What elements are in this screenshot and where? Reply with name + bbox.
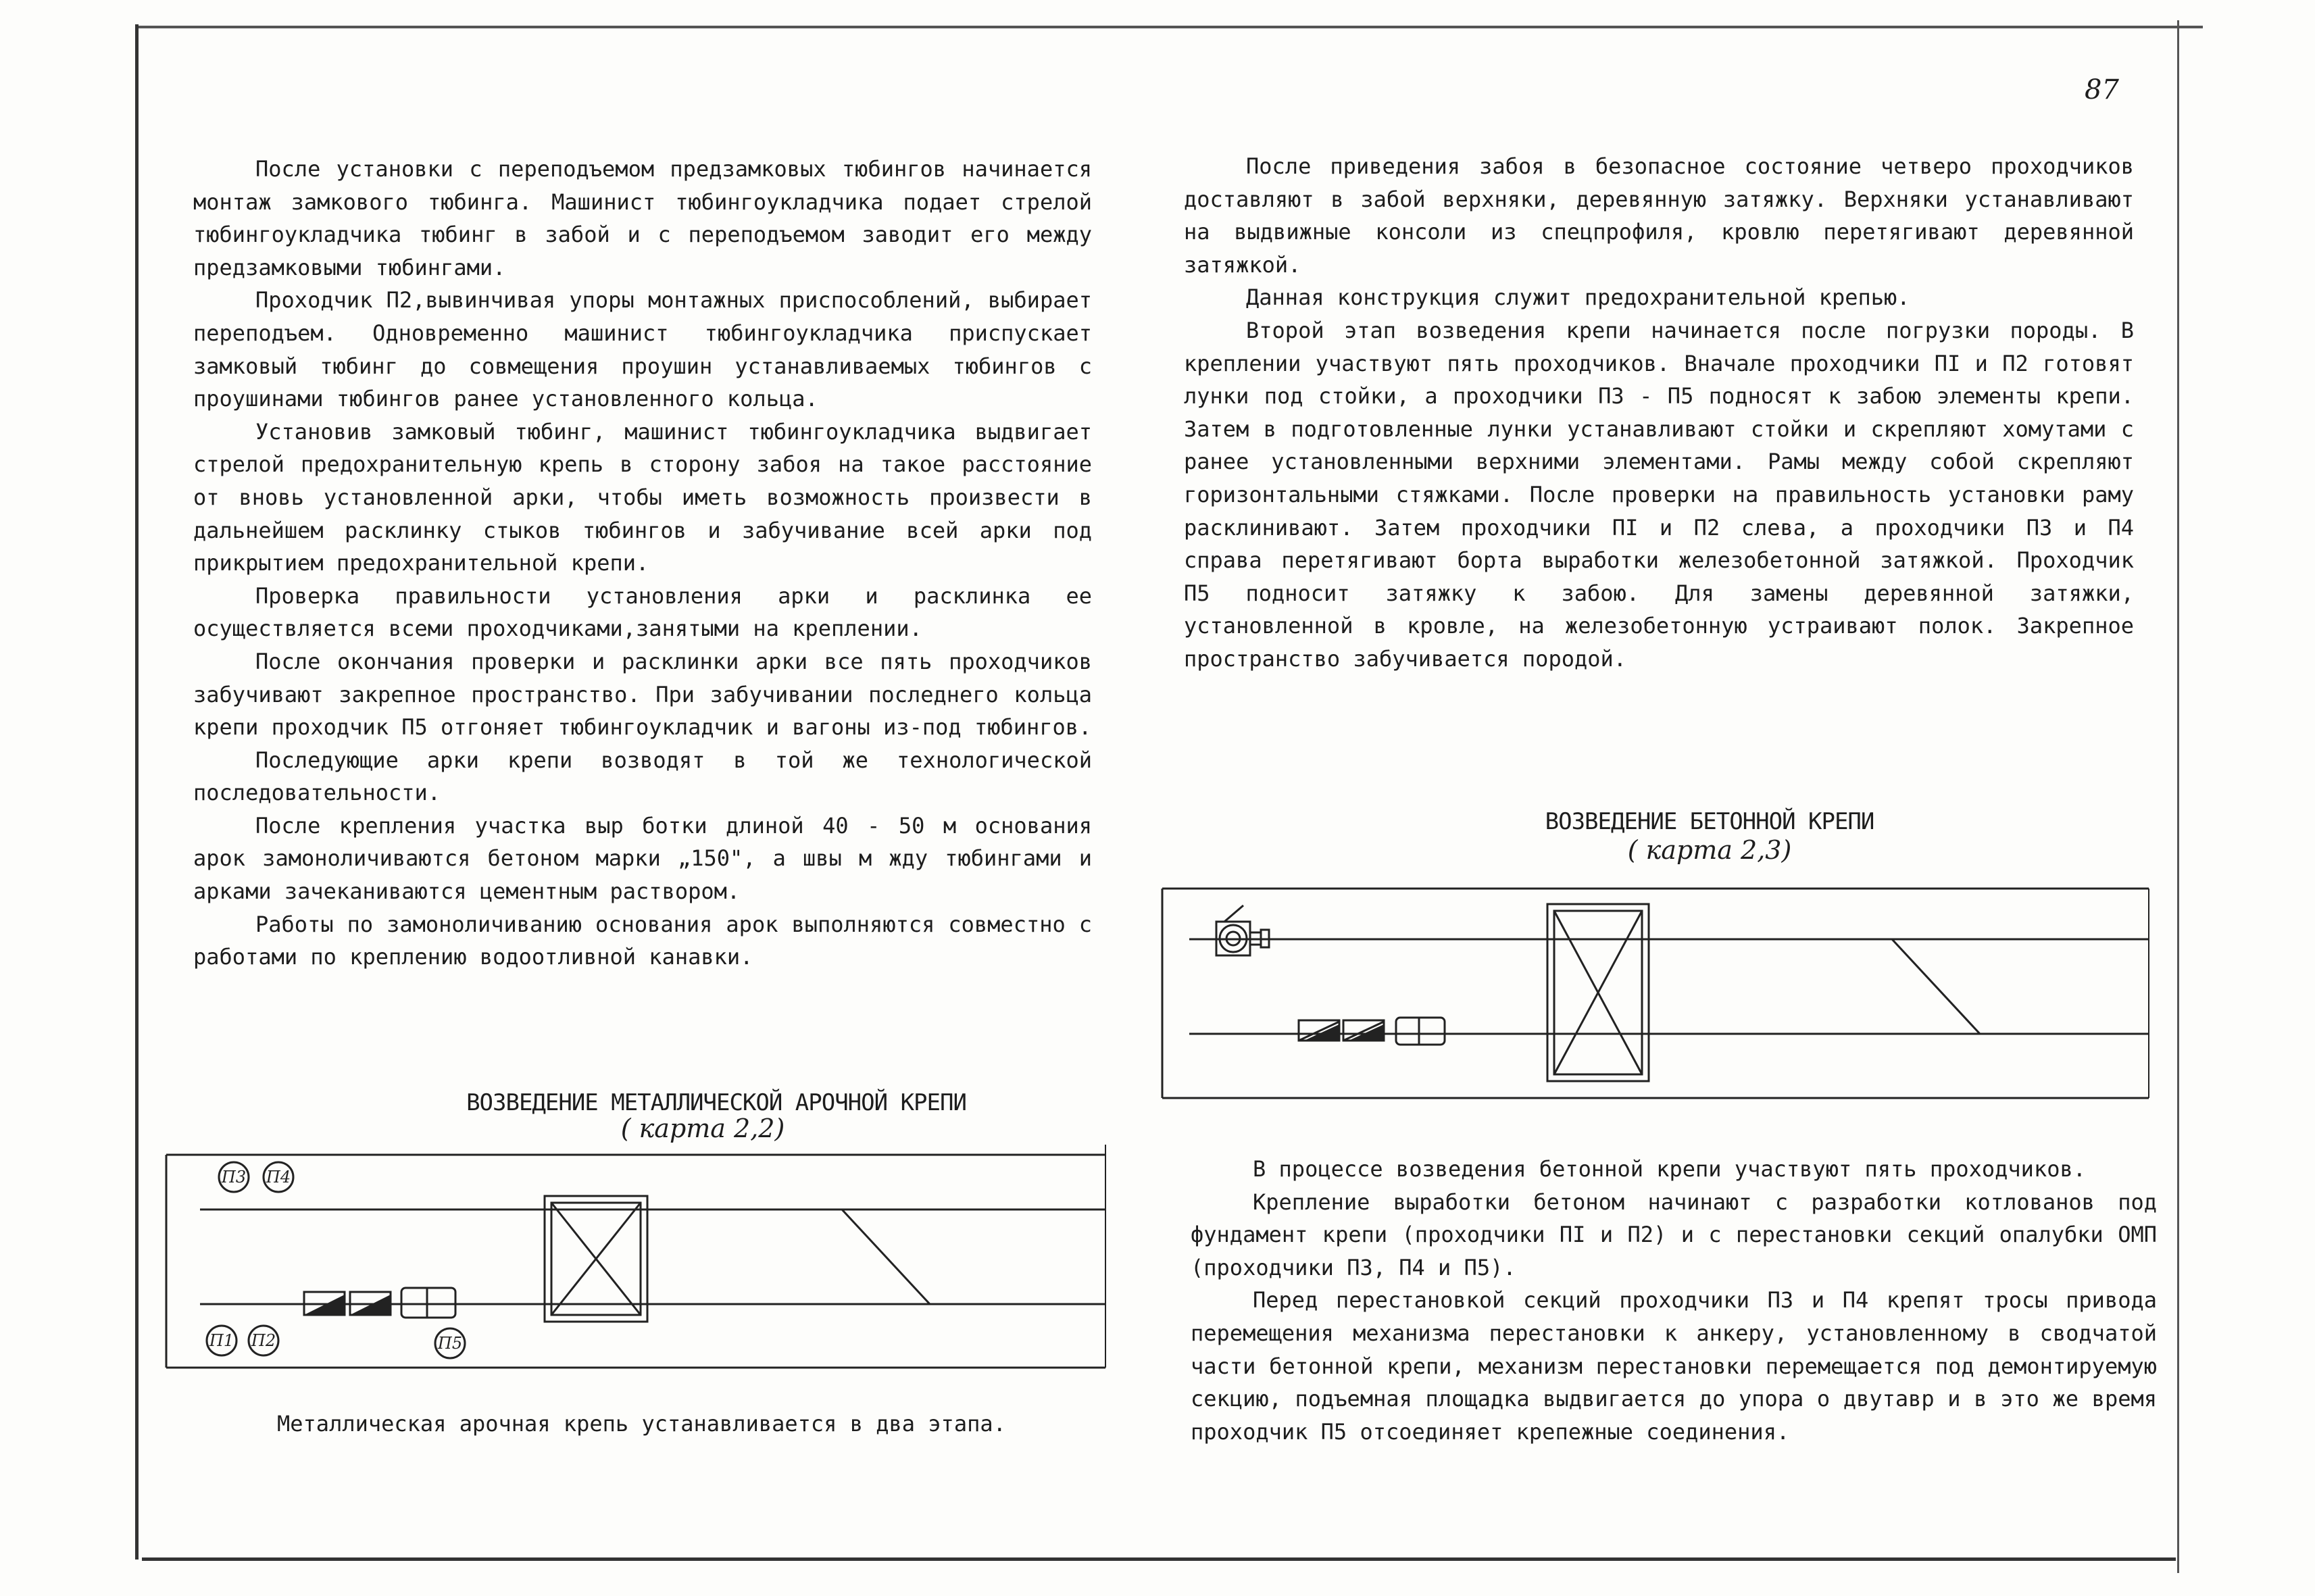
- paragraph: Второй этап возведения крепи начинается после погрузки породы. В креплении участвуют пять проходчиков. Вначале проходчики ПI и П2 готовят лунки под стойки, а проходчики П3 - П5 подносят к забою элементы крепи. Затем в подготовленные лунки устанавливают стойки и скрепляют хомутами с ранее установленными верхними элементами. Рамы между собой скрепляют горизонтальными стяжками. После проверки на правильность установки раму расклинивают. Затем проходчики ПI и П2 слева, а проходчики П3 и П4 справа перетягивают борта выработки железобетонной затяжкой. Проходчик П5 подносит затяжку к забою. Для замены деревянной затяжки, установленной в кровле, на железобетонную устраивают полок. Закрепное пространство забучивается породой.: [1184, 317, 2134, 672]
- diagram-concrete-subtitle: ( карта 2,3): [1627, 835, 1792, 865]
- paragraph: После крепления участка выр ботки длиной 40 - 50 м основания арок замоноличиваются бетоном марки „150", а швы м жду тюбингами и арками зачеканиваются цементным раствором.: [193, 812, 1092, 905]
- formwork-section-box: [1547, 904, 1649, 1081]
- paragraph: Проверка правильности установления арки и расклинка ее осуществляется всеми проходчиками,занятыми на креплении.: [193, 582, 1092, 642]
- paragraph: Крепление выработки бетоном начинают с разработки котлованов под фундамент крепи (проходчики ПI и П2) и с перестановки секций опалубки ОМП (проходчики П3, П4 и П5).: [1191, 1189, 2157, 1280]
- diagram-metal-arch-support: [159, 1145, 1119, 1388]
- page-number: 87: [2085, 74, 2119, 105]
- paragraph: После окончания проверки и расклинки арки все пять проходчиков забучивают закрепное пространство. При забучивании последнего кольца крепи проходчик П5 отгоняет тюбингоукладчик и вагоны из-под тюбингов.: [193, 648, 1092, 741]
- left-text-column: [193, 153, 1092, 974]
- paragraph: Данная конструкция служит предохранительной крепью.: [1246, 284, 1910, 311]
- paragraph: После приведения забоя в безопасное состояние четверо проходчиков доставляют в забой верхняки, деревянную затяжку. Верхняки устанавливают на выдвижные консоли из спецпрофиля, кровлю перетягивают деревянной затяжкой.: [1184, 153, 2134, 278]
- worker-label-p5: П5: [437, 1334, 463, 1353]
- paragraph: Установив замковый тюбинг, машинист тюбингоукладчика выдвигает стрелой предохранительную крепь в сторону забоя на такое расстояние от вновь установленной арки, чтобы иметь возможность произвести в дальнейшем расклинку стыков тюбингов и забучивание всей арки под прикрытием предохранительной крепи.: [193, 418, 1092, 576]
- worker-label-p4: П4: [266, 1168, 291, 1187]
- paragraph: В процессе возведения бетонной крепи участвуют пять проходчиков.: [1253, 1156, 2086, 1182]
- diagram-concrete-support: [1149, 878, 2162, 1108]
- worker-label-p2: П2: [251, 1331, 276, 1350]
- paragraph: Последующие арки крепи возводят в той же технологической последовательности.: [193, 747, 1092, 806]
- diagonal-mark: [1892, 939, 1980, 1034]
- diagram-metal-subtitle: ( карта 2,2): [620, 1114, 785, 1143]
- paragraph: Проходчик П2,вывинчивая упоры монтажных приспособлений, выбирает переподъем. Одновременно машинист тюбингоукладчика приспускает замковый тюбинг до совмещения проушин устанавливаемых тюбингов с проушинами тюбингов ранее установленного кольца.: [193, 287, 1092, 412]
- right-text-column-top: [1184, 150, 2134, 676]
- diagram-concrete-title: ВОЗВЕДЕНИЕ БЕТОННОЙ КРЕПИ: [1545, 808, 1874, 835]
- arch-support-box: [545, 1196, 647, 1322]
- frame-border-left: [135, 24, 139, 1560]
- winch-icon: [1216, 905, 1269, 955]
- worker-label-p3: П3: [221, 1168, 247, 1187]
- worker-label-p1: П1: [209, 1331, 234, 1350]
- frame-border-bottom: [142, 1557, 2176, 1561]
- paragraph: Перед перестановкой секций проходчики П3 и П4 крепят тросы привода перемещения механизма перестановки к анкеру, установленному в сводчатой части бетонной крепи, механизм перестановки перемещается под демонтируемую секцию, подъемная площадка выдвигается до упора о двутавр и в это же время проходчик П5 отсоединяет крепежные соединения.: [1191, 1287, 2157, 1445]
- diagram-metal-title: ВОЗВЕДЕНИЕ МЕТАЛЛИЧЕСКОЙ АРОЧНОЙ КРЕПИ: [466, 1089, 966, 1116]
- frame-border-top: [135, 26, 2203, 28]
- right-text-column-bottom: [1191, 1153, 2157, 1448]
- frame-border-right: [2177, 20, 2179, 1573]
- diagram-metal-caption: Металлическая арочная крепь устанавливается в два этапа.: [277, 1411, 1006, 1437]
- paragraph: Работы по замоноличиванию основания арок выполняются совместно с работами по креплению водоотливной канавки.: [193, 911, 1092, 970]
- paragraph: После установки с переподъемом предзамковых тюбингов начинается монтаж замкового тюбинга. Машинист тюбингоукладчика подает стрелой тюбингоукладчика тюбинг в забой и с переподъемом заводит его между предзамковыми тюбингами.: [193, 156, 1092, 280]
- diagonal-mark: [842, 1210, 930, 1304]
